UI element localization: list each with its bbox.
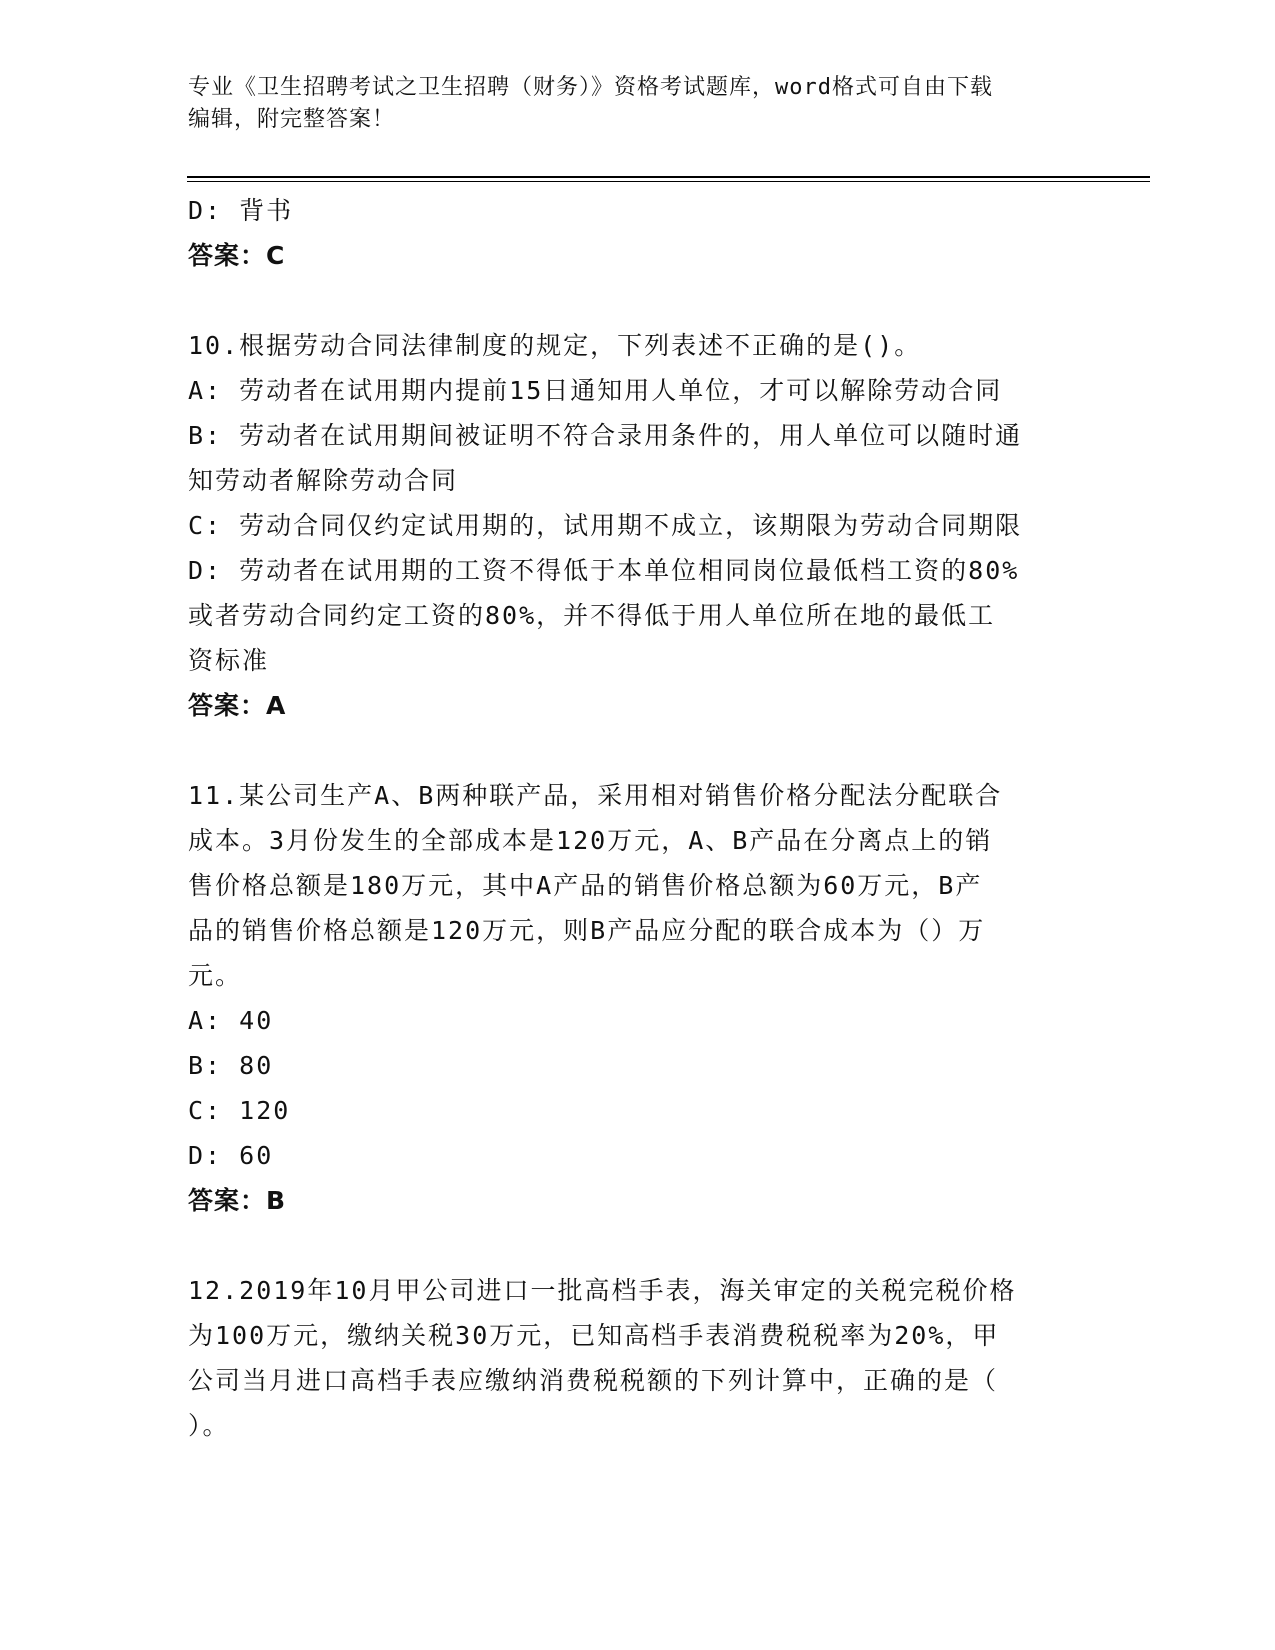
q10-option-b-1: B: 劳动者在试用期间被证明不符合录用条件的，用人单位可以随时通	[188, 421, 1023, 450]
header-rule-thick	[187, 176, 1150, 178]
q10-answer: 答案：A	[188, 691, 287, 720]
q10-option-c: C: 劳动合同仅约定试用期的，试用期不成立，该期限为劳动合同期限	[188, 511, 1023, 540]
q11-option-a: A: 40	[188, 1006, 274, 1035]
q11-option-c: C: 120	[188, 1096, 291, 1125]
q10-option-d-1: D: 劳动者在试用期的工资不得低于本单位相同岗位最低档工资的80%	[188, 556, 1020, 585]
q12-stem-3: 公司当月进口高档手表应缴纳消费税税额的下列计算中，正确的是（	[188, 1366, 999, 1395]
q11-stem-4: 品的销售价格总额是120万元，则B产品应分配的联合成本为（）万	[188, 916, 986, 945]
q11-stem-1: 11.某公司生产A、B两种联产品，采用相对销售价格分配法分配联合	[188, 781, 1003, 810]
header-line-1: 专业《卫生招聘考试之卫生招聘（财务）》资格考试题库，word格式可自由下载	[188, 75, 993, 100]
question-10	[188, 323, 1078, 728]
prev-answer: 答案：C	[188, 241, 286, 270]
q12-stem-4: ）。	[188, 1411, 230, 1440]
header-line-2: 编辑，附完整答案！	[188, 107, 396, 132]
q11-stem-2: 成本。3月份发生的全部成本是120万元，A、B产品在分离点上的销	[188, 826, 993, 855]
document-header	[188, 72, 1068, 136]
spacer	[188, 278, 1078, 323]
q11-option-d: D: 60	[188, 1141, 274, 1170]
q10-option-d-2: 或者劳动合同约定工资的80%，并不得低于用人单位所在地的最低工	[188, 601, 996, 630]
q11-stem-5: 元。	[188, 961, 243, 990]
header-rule-thin	[187, 181, 1150, 182]
question-11	[188, 773, 1078, 1223]
q11-option-b: B: 80	[188, 1051, 274, 1080]
spacer	[188, 728, 1078, 773]
q11-answer: 答案：B	[188, 1186, 287, 1215]
spacer	[188, 1223, 1078, 1268]
prev-option-d: D: 背书	[188, 196, 294, 225]
q10-option-d-3: 资标准	[188, 646, 270, 675]
q11-stem-3: 售价格总额是180万元，其中A产品的销售价格总额为60万元，B产	[188, 871, 983, 900]
q10-option-b-2: 知劳动者解除劳动合同	[188, 466, 459, 495]
document-body	[188, 188, 1078, 1448]
q12-stem-2: 为100万元，缴纳关税30万元，已知高档手表消费税税率为20%，甲	[188, 1321, 1000, 1350]
q12-stem-1: 12.2019年10月甲公司进口一批高档手表，海关审定的关税完税价格	[188, 1276, 1017, 1305]
q10-option-a: A: 劳动者在试用期内提前15日通知用人单位，才可以解除劳动合同	[188, 376, 1003, 405]
question-12	[188, 1268, 1078, 1448]
q10-stem: 10.根据劳动合同法律制度的规定，下列表述不正确的是()。	[188, 331, 922, 360]
